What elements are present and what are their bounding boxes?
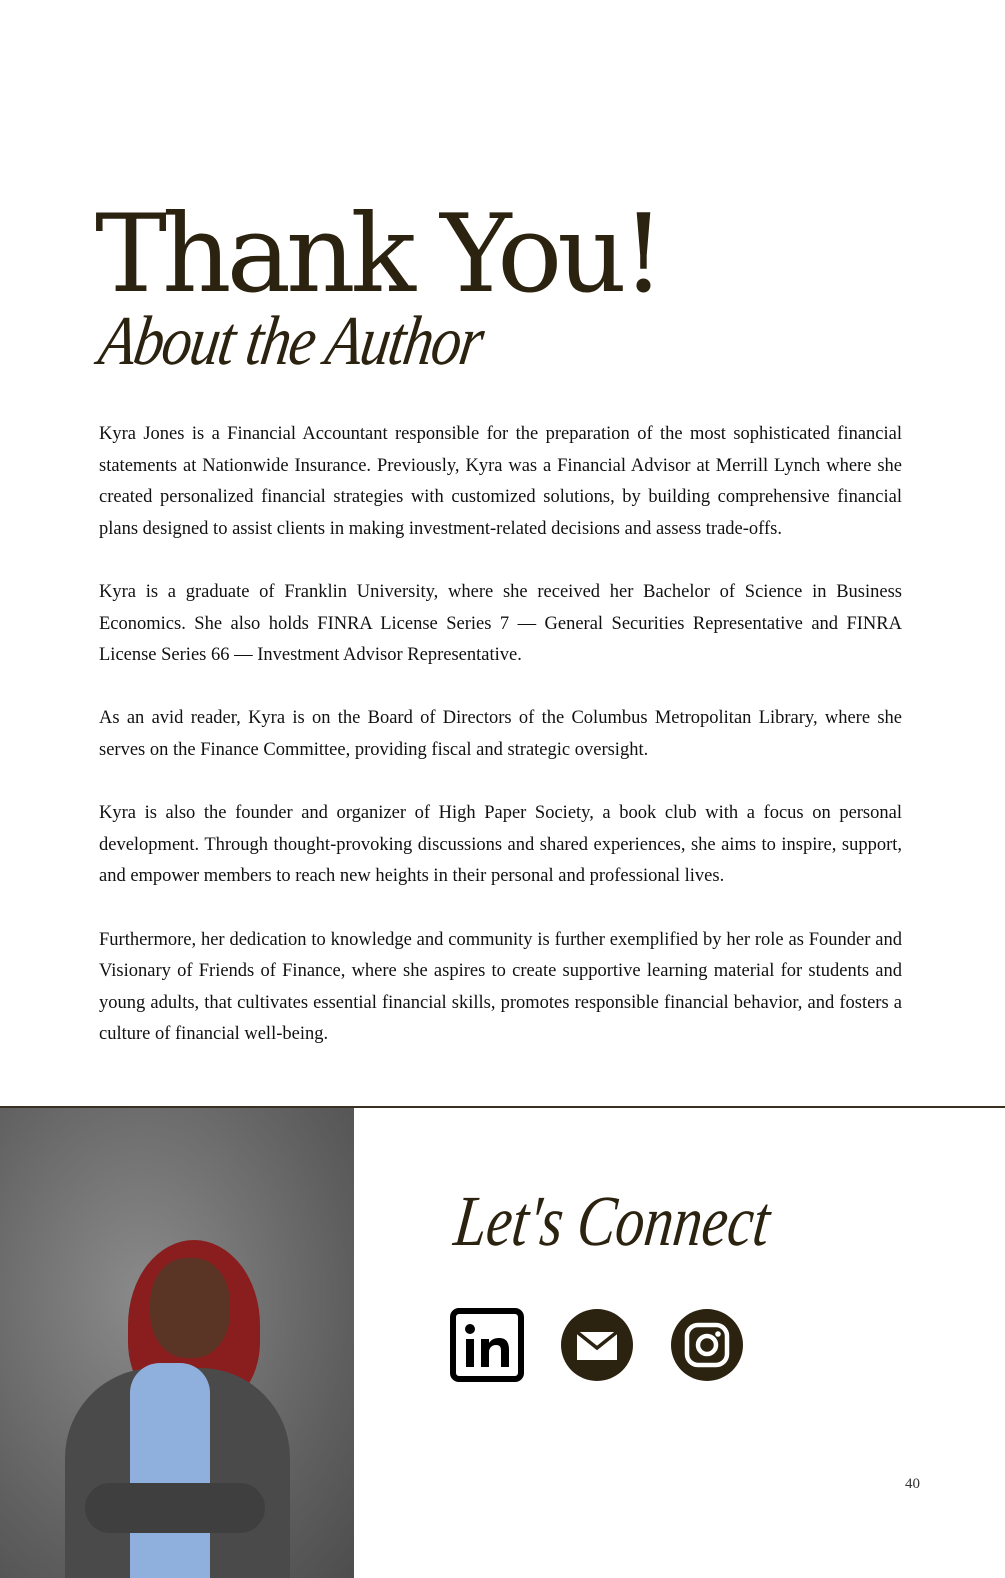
instagram-icon[interactable] bbox=[670, 1308, 744, 1382]
bio-paragraph: As an avid reader, Kyra is on the Board of Directors of the Columbus Metropolitan Library, where she serves on the Finance Committee, providing fiscal and strategic oversight. bbox=[99, 708, 902, 760]
page-title: Thank You! bbox=[95, 192, 661, 317]
photo-face bbox=[150, 1258, 230, 1358]
bio-paragraph: Furthermore, her dedication to knowledge and community is further exemplified by her role as Founder and Visionary of Friends of Finance, where she aspires to create supportive learning material for students and young adults, that cultivates essential financial skills, promotes responsible financial behavior, and fosters a culture of financial well-being. bbox=[99, 929, 902, 1045]
photo-arms bbox=[85, 1483, 265, 1533]
author-photo bbox=[0, 1108, 354, 1578]
bio-paragraph: Kyra is a graduate of Franklin University, where she received her Bachelor of Science in Business Economics. She also holds FINRA License Series 7 — General Securities Representative and FINRA License Series 66 — Investment Advisor Representative. bbox=[99, 581, 902, 666]
bio-paragraph: Kyra is also the founder and organizer of High Paper Society, a book club with a focus on personal development. Through thought-provoking discussions and shared experiences, she aims to inspire, support, and empower members to reach new heights in their personal and professional lives. bbox=[99, 803, 902, 887]
section-heading-about-author: About the Author bbox=[94, 303, 488, 380]
bio-paragraph: Kyra Jones is a Financial Accountant responsible for the preparation of the most sophisticated financial statements at Nationwide Insurance. Previously, Kyra was a Financial Advisor at Merrill Lynch where she created personalized financial strategies with customized solutions, by building comprehensive financial plans designed to assist clients in making investment-related decisions and assess trade-offs. bbox=[99, 424, 902, 539]
author-bio bbox=[99, 419, 902, 1082]
linkedin-icon[interactable] bbox=[450, 1308, 524, 1382]
mail-icon[interactable] bbox=[560, 1308, 634, 1382]
photo-shirt bbox=[130, 1363, 210, 1578]
page-number: 40 bbox=[905, 1476, 920, 1492]
social-links bbox=[450, 1308, 744, 1382]
lets-connect-heading: Let's Connect bbox=[450, 1181, 775, 1261]
